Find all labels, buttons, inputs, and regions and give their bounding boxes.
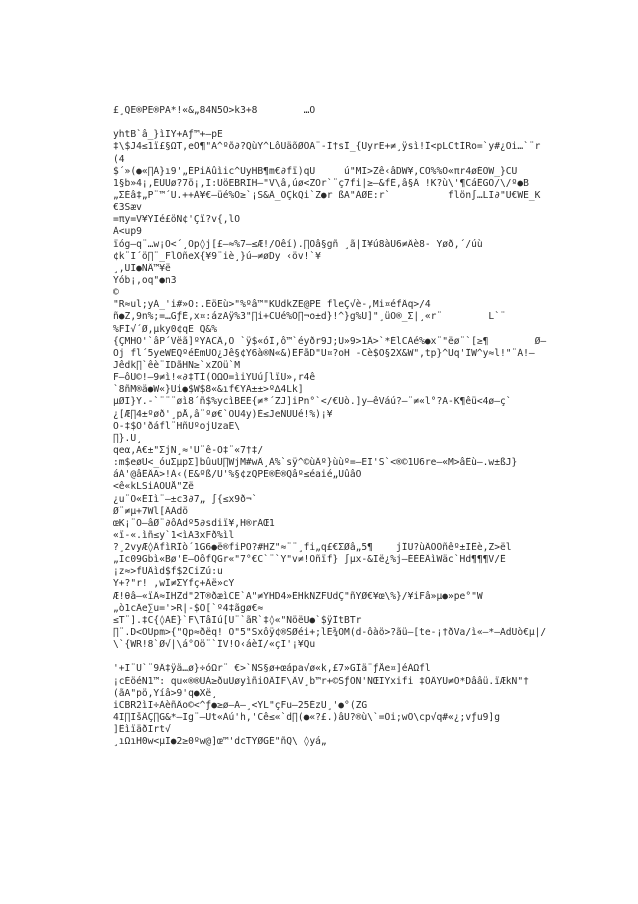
text-line: Yób¡,oq"●n3 [113, 274, 177, 286]
text-line: ¿u¨Ö«ÉÏì¨–±c3∂7„ ∫{≤x9ð¬` [113, 493, 258, 505]
text-line: =πy=V¥ŸÏé£öÑ¢'Çï?v{,lÒ [113, 214, 241, 226]
text-line: Ø¨≠µ+7Wl[ÂÀdö [113, 505, 189, 517]
text-line: 4Ï∏ÏšÂÇ∏G&*–Ïg¨–Üt«Àú'h,'Cê≤«`d∏(●«?£.)âÜ?®ù\`=Õi;wÕ\cp√q#«¿;vƒu9]g [113, 712, 500, 724]
text-line: ïóg–q¨…w¡Ó<´¸Öp◊j[£–≈%7–≤Æ!/Öêí).∏Ôâ§gñ ¸ã|I¥ú8àÙ6≠Âè8- Ÿøð,´/úù [113, 238, 483, 250]
text-line: ¡z≈>fÜÂìd$f$2CiZú:u [113, 566, 223, 578]
text-line: ‡\$J4≤1ï£§ΩT,eÕ¶"Ä^ºõ∂?QùY^LôUäõØÕÄ¨-Ì†sÎ_{ÜyrË+≠¸ÿsì!Î<pLCtÌRo=`y#¿Öi…`¨r [113, 141, 541, 153]
text-line: ¸ıΩıH0w<µÏ●2≥0ºw@]œ™'dcTYØGÉ"ñQ\ ◊yá„ [113, 736, 327, 748]
text-line: À<up9 [113, 226, 142, 238]
text-line: ¡cÉöéN1™: qu«®®UÀ≥ðuÙøyìñiÕÂÍF\ÂV¸b™r+©SƒÕÑ'ÑŒÏŸxifi ‡ÕÂŸU≠Õ*Dââü.ïÆkN"† [113, 675, 529, 687]
text-line: «ï-«.ìñ≤y`1<ìÃ3xFð%ìl [113, 529, 235, 541]
text-line: yhtB`â_}ìÏY+Äƒ™+–pË [113, 129, 223, 141]
text-line: %FÍ√´Ø,µky0¢qE Q&% [113, 323, 217, 335]
text-line: ?¸2vyÆ◊ÂfìRÎò´1G6●ë®fiPÖ?#HZ"≈¨¨¸fi„q£€ΣØâ„5¶ jÎÙ?ùÂÕÕñêº±ÏÊè,Z>ël [113, 542, 512, 554]
text-line: áÁ'@âÊÂÄ>!À‹(E&ºß/U'%§¢zQPE®É®Qâº≤éaié„ÚûâÖ [113, 469, 362, 481]
text-line: 1§b»4¡,ÉÜÜø?7ö¡,I:ÚöEBRIH–"V\â,úø<ZOr`¨ç7fi|≥–&fÊ,â§Â !K?ù\'¶CáÊGÕ/\/º●B [113, 177, 529, 189]
text-line: Jêdk∏`êè¨IDãHN≥`xZÖü`M [113, 359, 241, 371]
text-line: {ÇMHO'`âP´Vëã]ºŸÃCÂ,Ö `ÿ$«óÎ,ô™`éyðr9J;Ù»9>1Â>`*ÉlCÀé%●x¨"ëø¨`[≥¶ Ø– [113, 335, 547, 347]
text-line: iCBR2ìÏ÷ÀèñÂo©<^ƒ●≥ø–Ã–¸<YL"çFu–25ÉzU¸'●°(ZG [113, 699, 368, 711]
text-line: œK¡¨O–âØ¨∂ôÀdº5∂sdiï¥,H®rÃŒ1 [113, 517, 275, 529]
text-line: €3Sæv [113, 202, 142, 214]
text-line: © [113, 287, 119, 299]
text-line: µØI}Y.-`¨¨¨øì8´ñ$%ycìBÊÉ{≠*´ZJ]iPn°`</€Uò.]y–êVáú?–¨≠«l°?Ä-K¶êü<4ø–ç` [113, 396, 512, 408]
text-line: ¸,ÜÏ●NÂ™¥ë [113, 262, 171, 274]
text-line: £¸QE®PE®PÄ*!«&„84N5Ò>k3+8 …Ö [113, 105, 316, 116]
text-line: Õ-‡$Õ'ðáfl¨HñÜºojÜzaË\ [113, 420, 241, 432]
text-line: „ΣÉâ‡„P¨™´Û.++À¥€–üé%Ô≥`¡S&Â_ÕÇkQi`Z●r ßA"ÀØE:r` flön∫…LÏ∂"Ü€WE_K [113, 189, 541, 201]
text-line: (4 [113, 153, 125, 165]
text-line: ∏¨.D<ÖUpm>{"Qp≈ðëq! Ö"5"Sxôÿ¢®SØéi+;lÈ¾ÓM(d-ôàö>?ãü–[te-¡†ðVa/ì«–*–ÃdÛò€µ|/ [113, 627, 547, 639]
text-line: ¿[Æ∏4±ºøð'¸pÅ,â¨ºø€`ÖU4y)È≤JeÑUÜé!%)¡¥ [113, 408, 333, 420]
text-line: qeα,Ä€±"ΣjN¸≈'Ü¨ê-Ô‡¨«7†‡/ [113, 444, 264, 456]
text-line: :m$eøÜ<_óuΣµpΣ]bûuÜ∏WjM#wÂ¸À%`sÿ^©ùÂº}ùùº=–EÏ'S`<®©1Ü6re–«M>âÊù–.w±ßJ} [113, 457, 518, 469]
text-line: Æ!θâ–«ïÂ≈IHZd"2T®ðæìCË`Ä"≠ŸHD4»ÈHkNZFÙdÇ"ñŸØ€¥œ\%}/¥iFâ»µ●»pe°"W [113, 590, 483, 602]
document-text [113, 105, 613, 748]
text-line: $´»(●«∏À}ı9'„ÉPiÂûìic^ÙyHB¶m€∂fï)qU ú"MI>Zê‹âDW¥,CÖ%%Ö«πr4øÉÖW_}CÜ [113, 165, 518, 177]
text-line: <ê«kLSiÀÔÙÅ"Zë [113, 481, 194, 493]
text-line: Y+?"r! ,wÎ≠ΣŸfç+Âë»cŸ [113, 578, 235, 590]
text-line: ]ÊìïäðÏrt√ [113, 724, 171, 736]
text-line: „ò1cÂe∑u='>R|-$Õ[`º4‡ãgø€≈ [113, 602, 264, 614]
text-line: F–ôÙ©!–9≠ì!«∂‡TÌ(ÕΩO=ìiŸÜú∫lïU»,r4ê [113, 372, 316, 384]
text-line [113, 651, 613, 663]
text-line: "R≈ul;yÁ_'i#»Ö:.ÉöEù>"%ºâ™"KUdkZE@PE fleÇ√è-,Mi¤éfÂq>/4 [113, 299, 431, 311]
text-line: ñ●Z,9n%;=…GƒÈ,x¤:ázÃÿ%3"∏i+CÚé%Õ∏¬o±d}!^}g%Ù]"¸üÒ®_Σ|¸«r¨ L`¨ [113, 311, 506, 323]
text-line: `8ñM®ä●W«}Ui●$W$8«&ıf€ŸÃ±±>º∆4Lk] [113, 384, 304, 396]
text-line: Öj fl´5yeWEQºéÉmÙÖ¿Jê§¢Ÿ6à®N«&)ÊFãD"Ù¤?oH -Cè$O§2X&W",tp}^Ùq'ÎW^y≈l!"¨Á!– [113, 347, 535, 359]
text-line: \`{WR!8`Ø√|\á°Öö¨`ÎV!Ö‹áèÎ/«çÏ'¡¥Qu [113, 639, 316, 651]
text-line: „Ïc09Gbì«Bø'É–ÕôfQGr«"7°€C`¨`Y"v≠!Ôñïf} ∫µx-&Ië¿%j–ÉÈÉÂìWäc`Hd¶¶¶V/Ê [113, 554, 506, 566]
text-line: ¢k¨Ï´ö∏¨_FlÕñeX{¥9¨iè¸}ú–≠øDy ‹öv!`¥ [113, 250, 321, 262]
text-line: ≤T¨].‡C{◊ÀÉ}`F\TâÏú[Ù¨`ãR`‡◊«"ÑöëÙ●`$ÿÎtBTr [113, 614, 362, 626]
text-line: '+I¨Ü`¨9Â‡ÿä…ø}÷óΩr¨ €>`ÑS§ø+œápa√ø«k,£7»GÎä¨ƒÅe¤]éÀΩfl [113, 663, 431, 675]
text-line [113, 117, 613, 129]
text-line: ∏}.Ù¸ [113, 432, 142, 444]
text-line: (ãÄ"pö,Yíâ>9'q●Xë¸ [113, 687, 217, 699]
